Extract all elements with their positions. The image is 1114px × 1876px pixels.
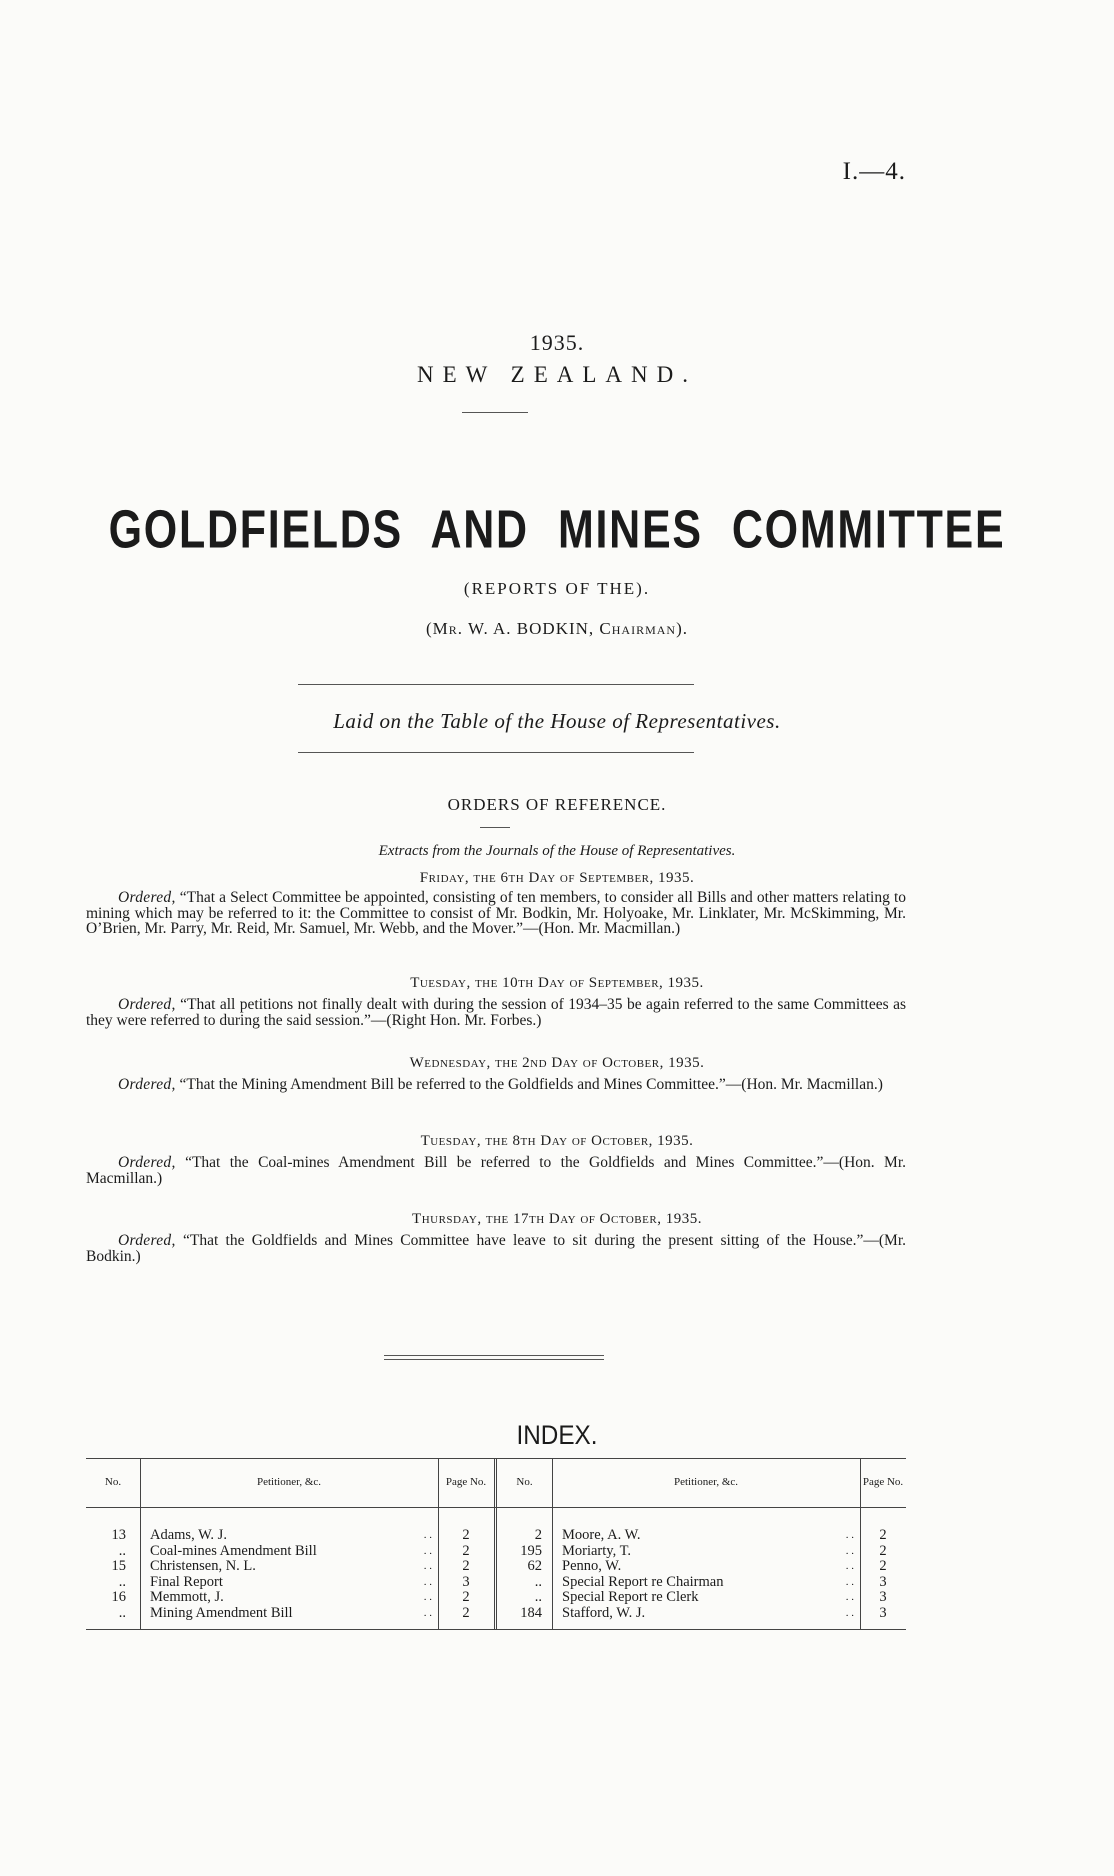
table-cell: 2	[879, 1542, 887, 1559]
table-cell: Final Report	[150, 1573, 223, 1590]
dot-leader: . .	[423, 1606, 432, 1619]
order-entry	[86, 1233, 906, 1264]
divider	[480, 827, 510, 828]
order-text: “That the Mining Amendment Bill be referred to the Goldfields and Mines Committee.”—(Hon. Mr. Macmillan.)	[179, 1076, 883, 1093]
column-page-no	[860, 1528, 906, 1622]
order-date: Tuesday, the 8th Day of October, 1935.	[420, 1133, 694, 1149]
table-cell: 3	[462, 1573, 470, 1590]
chairman-line: (Mr. W. A. BODKIN, Chairman).	[426, 619, 688, 638]
laid-on-table: Laid on the Table of the House of Representatives.	[333, 709, 781, 733]
order-date: Wednesday, the 2nd Day of October, 1935.	[409, 1055, 705, 1071]
table-cell: Special Report re Chairman	[562, 1573, 724, 1590]
divider	[384, 1359, 604, 1360]
dot-leader: . .	[845, 1529, 854, 1541]
table-cell: 3	[879, 1589, 887, 1606]
divider	[298, 752, 694, 753]
header-no: No.	[104, 1475, 122, 1488]
table-cell: ..	[118, 1604, 126, 1621]
table-cell: Penno, W.	[562, 1558, 622, 1575]
order-text: “That the Goldfields and Mines Committee have leave to sit during the present sitting of the House.”—(Mr. Bodkin.)	[86, 1232, 906, 1265]
page-title: GOLDFIELDS AND MINES COMMITTEE	[108, 498, 1006, 560]
table-cell: Adams, W. J.	[150, 1527, 227, 1543]
table-cell: 3	[879, 1573, 887, 1590]
table-cell: ..	[118, 1573, 126, 1590]
header-petitioner: Petitioner, &c.	[673, 1475, 739, 1488]
dot-leader: . .	[845, 1575, 854, 1588]
ordered-label: Ordered,	[118, 1154, 176, 1171]
dot-leader: . .	[423, 1591, 432, 1604]
table-cell: 2	[879, 1527, 887, 1543]
table-cell: Coal-mines Amendment Bill	[150, 1542, 317, 1559]
table-cell: Mining Amendment Bill	[150, 1604, 293, 1621]
header-no: No.	[516, 1475, 533, 1488]
divider	[298, 684, 694, 685]
column-leaders	[776, 1528, 854, 1622]
table-cell: Special Report re Clerk	[562, 1589, 699, 1606]
order-entry	[86, 1155, 906, 1186]
table-cell: 2	[462, 1542, 470, 1559]
table-cell: 3	[879, 1604, 887, 1621]
ordered-label: Ordered,	[118, 1076, 176, 1093]
order-date: Friday, the 6th Day of September, 1935.	[419, 870, 695, 886]
extracts-line: Extracts from the Journals of the House of Representatives.	[378, 843, 736, 859]
divider	[384, 1355, 604, 1356]
dot-leader: . .	[423, 1529, 432, 1541]
column-no	[497, 1528, 542, 1622]
order-text: “That all petitions not finally dealt with during the session of 1934–35 be again referred to the same Committees as they were referred to during the said session.”—(Right Hon. Mr. Forbes.)	[86, 996, 906, 1029]
table-cell: 184	[520, 1604, 542, 1621]
table-cell: 62	[527, 1558, 542, 1575]
dot-leader: . .	[845, 1560, 854, 1573]
table-cell: Christensen, N. L.	[150, 1558, 256, 1575]
page-reference: I.—4.	[842, 158, 906, 185]
order-text: “That the Coal-mines Amendment Bill be referred to the Goldfields and Mines Committee.”—(Hon. Mr. Macmillan.)	[86, 1154, 906, 1187]
ordered-label: Ordered,	[118, 1232, 176, 1249]
header-petitioner: Petitioner, &c.	[256, 1475, 322, 1488]
dot-leader: . .	[845, 1606, 854, 1619]
order-entry	[86, 1077, 906, 1093]
table-cell: 15	[111, 1558, 126, 1575]
table-cell: 2	[462, 1604, 470, 1621]
dot-leader: . .	[423, 1560, 432, 1573]
table-cell: 16	[111, 1589, 126, 1606]
table-cell: 2	[462, 1558, 470, 1575]
order-entry	[86, 890, 906, 937]
table-cell: 2	[462, 1527, 470, 1543]
dot-leader: . .	[845, 1544, 854, 1557]
table-cell: 195	[520, 1542, 542, 1559]
dot-leader: . .	[845, 1591, 854, 1604]
column-petitioner	[150, 1528, 370, 1622]
order-entry	[86, 997, 906, 1028]
dot-leader: . .	[423, 1575, 432, 1588]
divider	[462, 412, 528, 413]
ordered-label: Ordered,	[118, 996, 176, 1013]
column-petitioner	[562, 1528, 762, 1622]
table-cell: 2	[534, 1527, 542, 1543]
orders-of-reference-heading: ORDERS OF REFERENCE.	[447, 795, 667, 814]
table-cell: ..	[118, 1542, 126, 1559]
dot-leader: . .	[423, 1544, 432, 1557]
table-cell: 2	[462, 1589, 470, 1606]
year: 1935.	[529, 330, 585, 355]
header-page-no: Page No.	[445, 1475, 487, 1488]
table-cell: Stafford, W. J.	[562, 1604, 646, 1621]
index-table	[86, 1458, 906, 1630]
order-date: Thursday, the 17th Day of October, 1935.	[412, 1211, 702, 1227]
table-cell: Memmott, J.	[150, 1589, 224, 1606]
order-text: “That a Select Committee be appointed, consisting of ten members, to consider all Bills and other matters relating to mining which may be referred to it: the Committee to consist of Mr. Bodkin, Mr. Holyoake, Mr. Linklater, Mr. McSkimming, Mr. O’Brien, Mr. Parry, Mr. Reid, Mr. Samuel, Mr. Webb, and the Mover.”—(Hon. Mr. Macmillan.)	[86, 889, 907, 937]
table-cell: 2	[879, 1558, 887, 1575]
header-page-no: Page No.	[862, 1475, 904, 1488]
order-date: Tuesday, the 10th Day of September, 1935.	[410, 975, 704, 991]
column-no	[86, 1528, 126, 1622]
table-cell: ..	[534, 1589, 542, 1606]
index-heading: INDEX.	[516, 1420, 598, 1450]
table-cell: ..	[534, 1573, 542, 1590]
country-heading: NEW ZEALAND.	[416, 362, 698, 387]
subtitle: (REPORTS OF THE).	[463, 579, 651, 598]
ordered-label: Ordered,	[118, 889, 176, 906]
table-cell: Moore, A. W.	[562, 1527, 641, 1543]
table-cell: Moriarty, T.	[562, 1542, 631, 1559]
column-page-no	[438, 1528, 494, 1622]
column-leaders	[374, 1528, 432, 1622]
table-cell: 13	[111, 1527, 126, 1543]
